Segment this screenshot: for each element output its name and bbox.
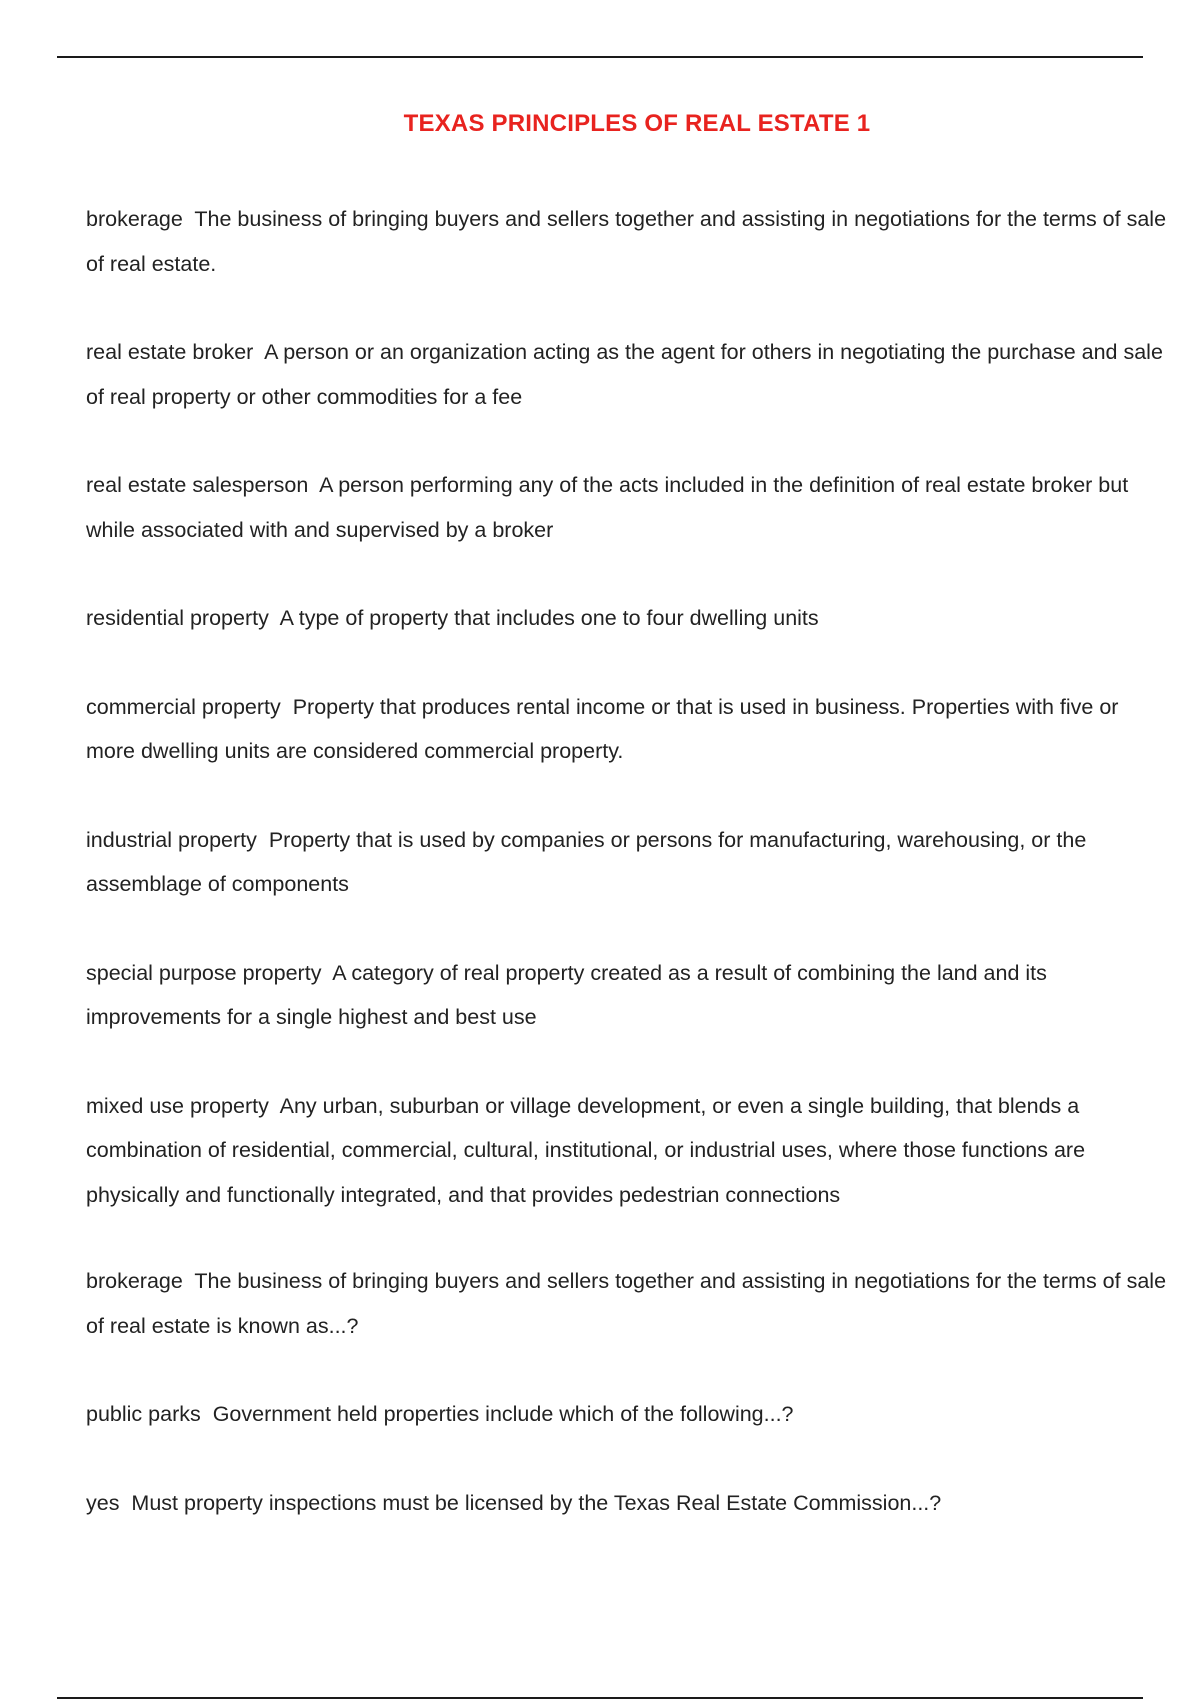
entry-term: yes (86, 1490, 120, 1515)
list-item (86, 463, 1171, 552)
entry-definition: Government held properties include which of the following...? (212, 1402, 794, 1426)
entry-term: public parks (86, 1402, 201, 1426)
entry-definition: Property that is used by companies or persons for manufacturing, warehousing, or the assemblage of components (86, 827, 1087, 896)
entry-definition: Any urban, suburban or village development, or even a single building, that blends a combination of residential, commercial, cultural, institutional, or industrial uses, where those functions are physically and functionally integrated, and that provides pedestrian connections (86, 1093, 1086, 1207)
list-item (86, 951, 1171, 1040)
entry-term: mixed use property (86, 1093, 269, 1118)
list-item (86, 685, 1171, 774)
entry-definition: The business of bringing buyers and sellers together and assisting in negotiations for the terms of sale of real estate. (86, 207, 1167, 276)
list-item (86, 1392, 1171, 1437)
list-item (86, 197, 1171, 286)
top-rule (57, 56, 1143, 58)
bottom-rule (57, 1697, 1143, 1699)
entry-definition: The business of bringing buyers and sellers together and assisting in negotiations for the terms of sale of real estate is known as...? (86, 1269, 1167, 1338)
entry-definition: A person or an organization acting as the agent for others in negotiating the purchase and sale of real property or other commodities for a fee (86, 340, 1163, 409)
document-title: TEXAS PRINCIPLES OF REAL ESTATE 1 (403, 110, 871, 137)
flashcard-list (86, 197, 1171, 1569)
entry-definition: A person performing any of the acts included in the definition of real estate broker but while associated with and supervised by a broker (86, 473, 1129, 542)
entry-definition: Property that produces rental income or that is used in business. Properties with five or more dwelling units are considered commercial property. (86, 694, 1119, 763)
entry-term: residential property (86, 606, 269, 630)
entry-term: commercial property (86, 694, 281, 719)
entry-term: real estate salesperson (86, 473, 309, 497)
entry-term: industrial property (86, 827, 257, 852)
list-item (86, 330, 1171, 419)
entry-definition: A category of real property created as a result of combining the land and its improvements for a single highest and best use (86, 960, 1047, 1029)
list-item (86, 1259, 1171, 1348)
entry-term: special purpose property (86, 960, 322, 985)
entry-definition: A type of property that includes one to four dwelling units (279, 606, 819, 630)
entry-term: real estate broker (86, 340, 254, 364)
entry-term: brokerage (86, 1269, 183, 1293)
list-item (86, 818, 1171, 907)
list-item (86, 596, 1171, 641)
entry-term: brokerage (86, 207, 183, 231)
entry-definition: Must property inspections must be licensed by the Texas Real Estate Commission...? (131, 1490, 942, 1515)
list-item (86, 1084, 1171, 1218)
list-item (86, 1481, 1171, 1526)
